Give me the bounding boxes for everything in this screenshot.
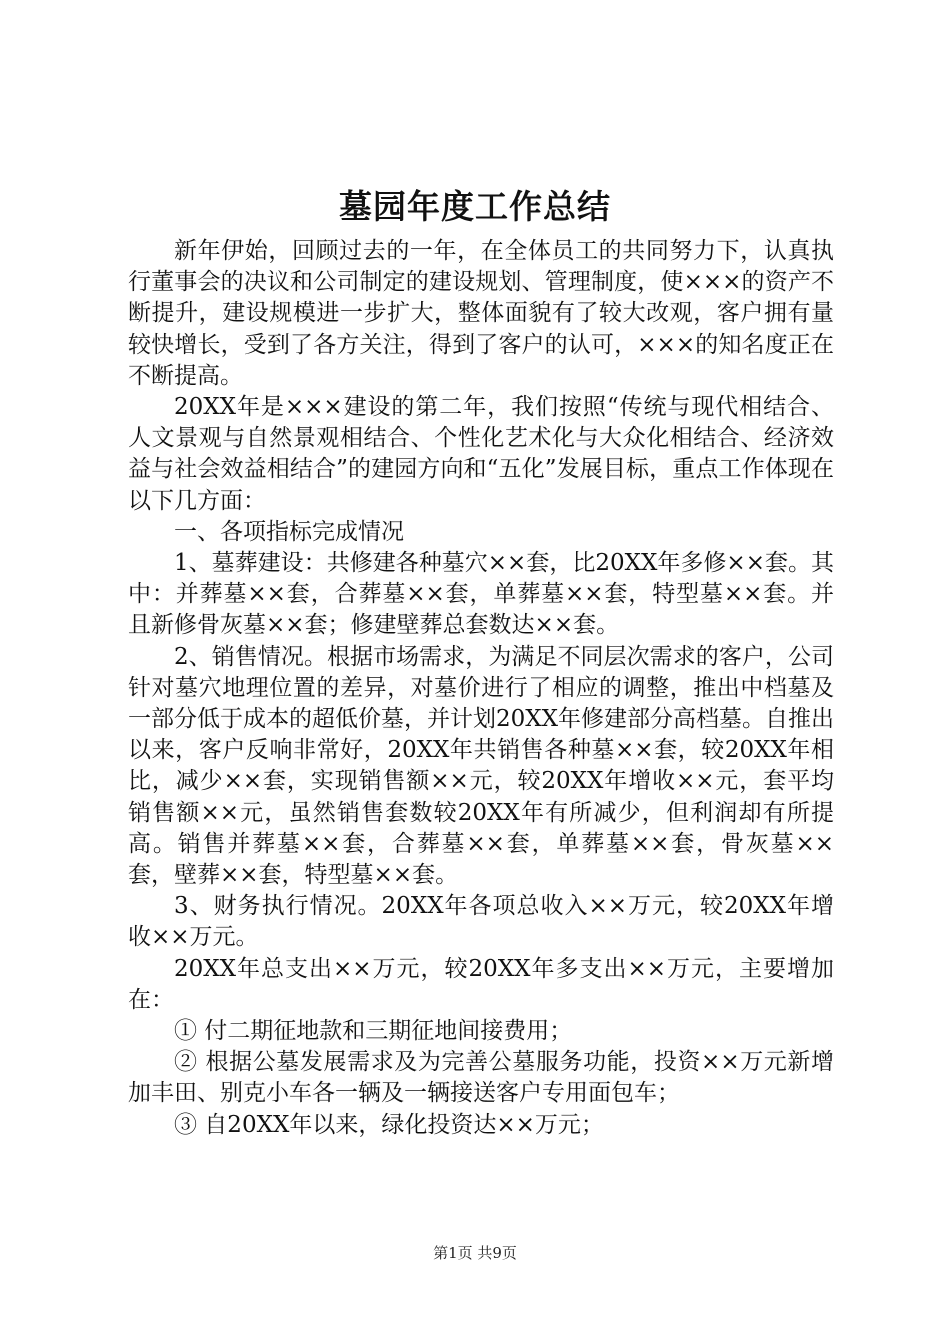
document-title: 墓园年度工作总结 (339, 187, 611, 226)
paragraph-expenditure: 20XX年总支出××万元，较20XX年多支出××万元，主要增加在： (128, 955, 834, 1013)
list-item-expense-1: ① 付二期征地款和三期征地间接费用； (174, 1018, 573, 1045)
paragraph-finance: 3、财务执行情况。20XX年各项总收入××万元，较20XX年增收××万元。 (128, 893, 834, 951)
paragraph-intro: 新年伊始，回顾过去的一年，在全体员工的共同努力下，认真执行董事会的决议和公司制定的建设规划、管理制度，使×××的资产不断提升，建设规模进一步扩大，整体面貌有了较大改观，客户拥有量较快增长，受到了各方关注，得到了客户的认可，×××的知名度正在不断提高。 (128, 238, 834, 389)
paragraph-construction: 1、墓葬建设：共修建各种墓穴××套，比20XX年多修××套。其中：并葬墓××套，合葬墓××套，单葬墓××套，特型墓××套。并且新修骨灰墓××套；修建壁葬总套数达××套。 (128, 550, 834, 639)
document-body (128, 236, 834, 1141)
list-item-expense-3: ③ 自20XX年以来，绿化投资达××万元； (174, 1111, 604, 1138)
paragraph-sales: 2、销售情况。根据市场需求，为满足不同层次需求的客户，公司针对墓穴地理位置的差异，对墓价进行了相应的调整，推出中档墓及一部分低于成本的超低价墓，并计划20XX年修建部分高档墓。自推出以来，客户反响非常好，20XX年共销售各种墓××套，较20XX年相比，减少××套，实现销售额××元，较20XX年增收××元，套平均销售额××元，虽然销售套数较20XX年有所减少，但利润却有所提高。销售并葬墓××套，合葬墓××套，单葬墓××套，骨灰墓××套，壁葬××套，特型墓××套。 (128, 643, 835, 889)
paragraph-overview: 20XX年是×××建设的第二年，我们按照“传统与现代相结合、人文景观与自然景观相结合、个性化艺术化与大众化相结合、经济效益与社会效益相结合”的建园方向和“五化”发展目标，重点工作体现在以下几方面： (128, 394, 834, 514)
section-heading-indicators: 一、各项指标完成情况 (174, 518, 404, 545)
page-number-footer: 第1页 共9页 (433, 1244, 517, 1262)
list-item-expense-2: ② 根据公墓发展需求及为完善公墓服务功能，投资××万元新增加丰田、别克小车各一辆及一辆接送客户专用面包车； (128, 1049, 834, 1107)
